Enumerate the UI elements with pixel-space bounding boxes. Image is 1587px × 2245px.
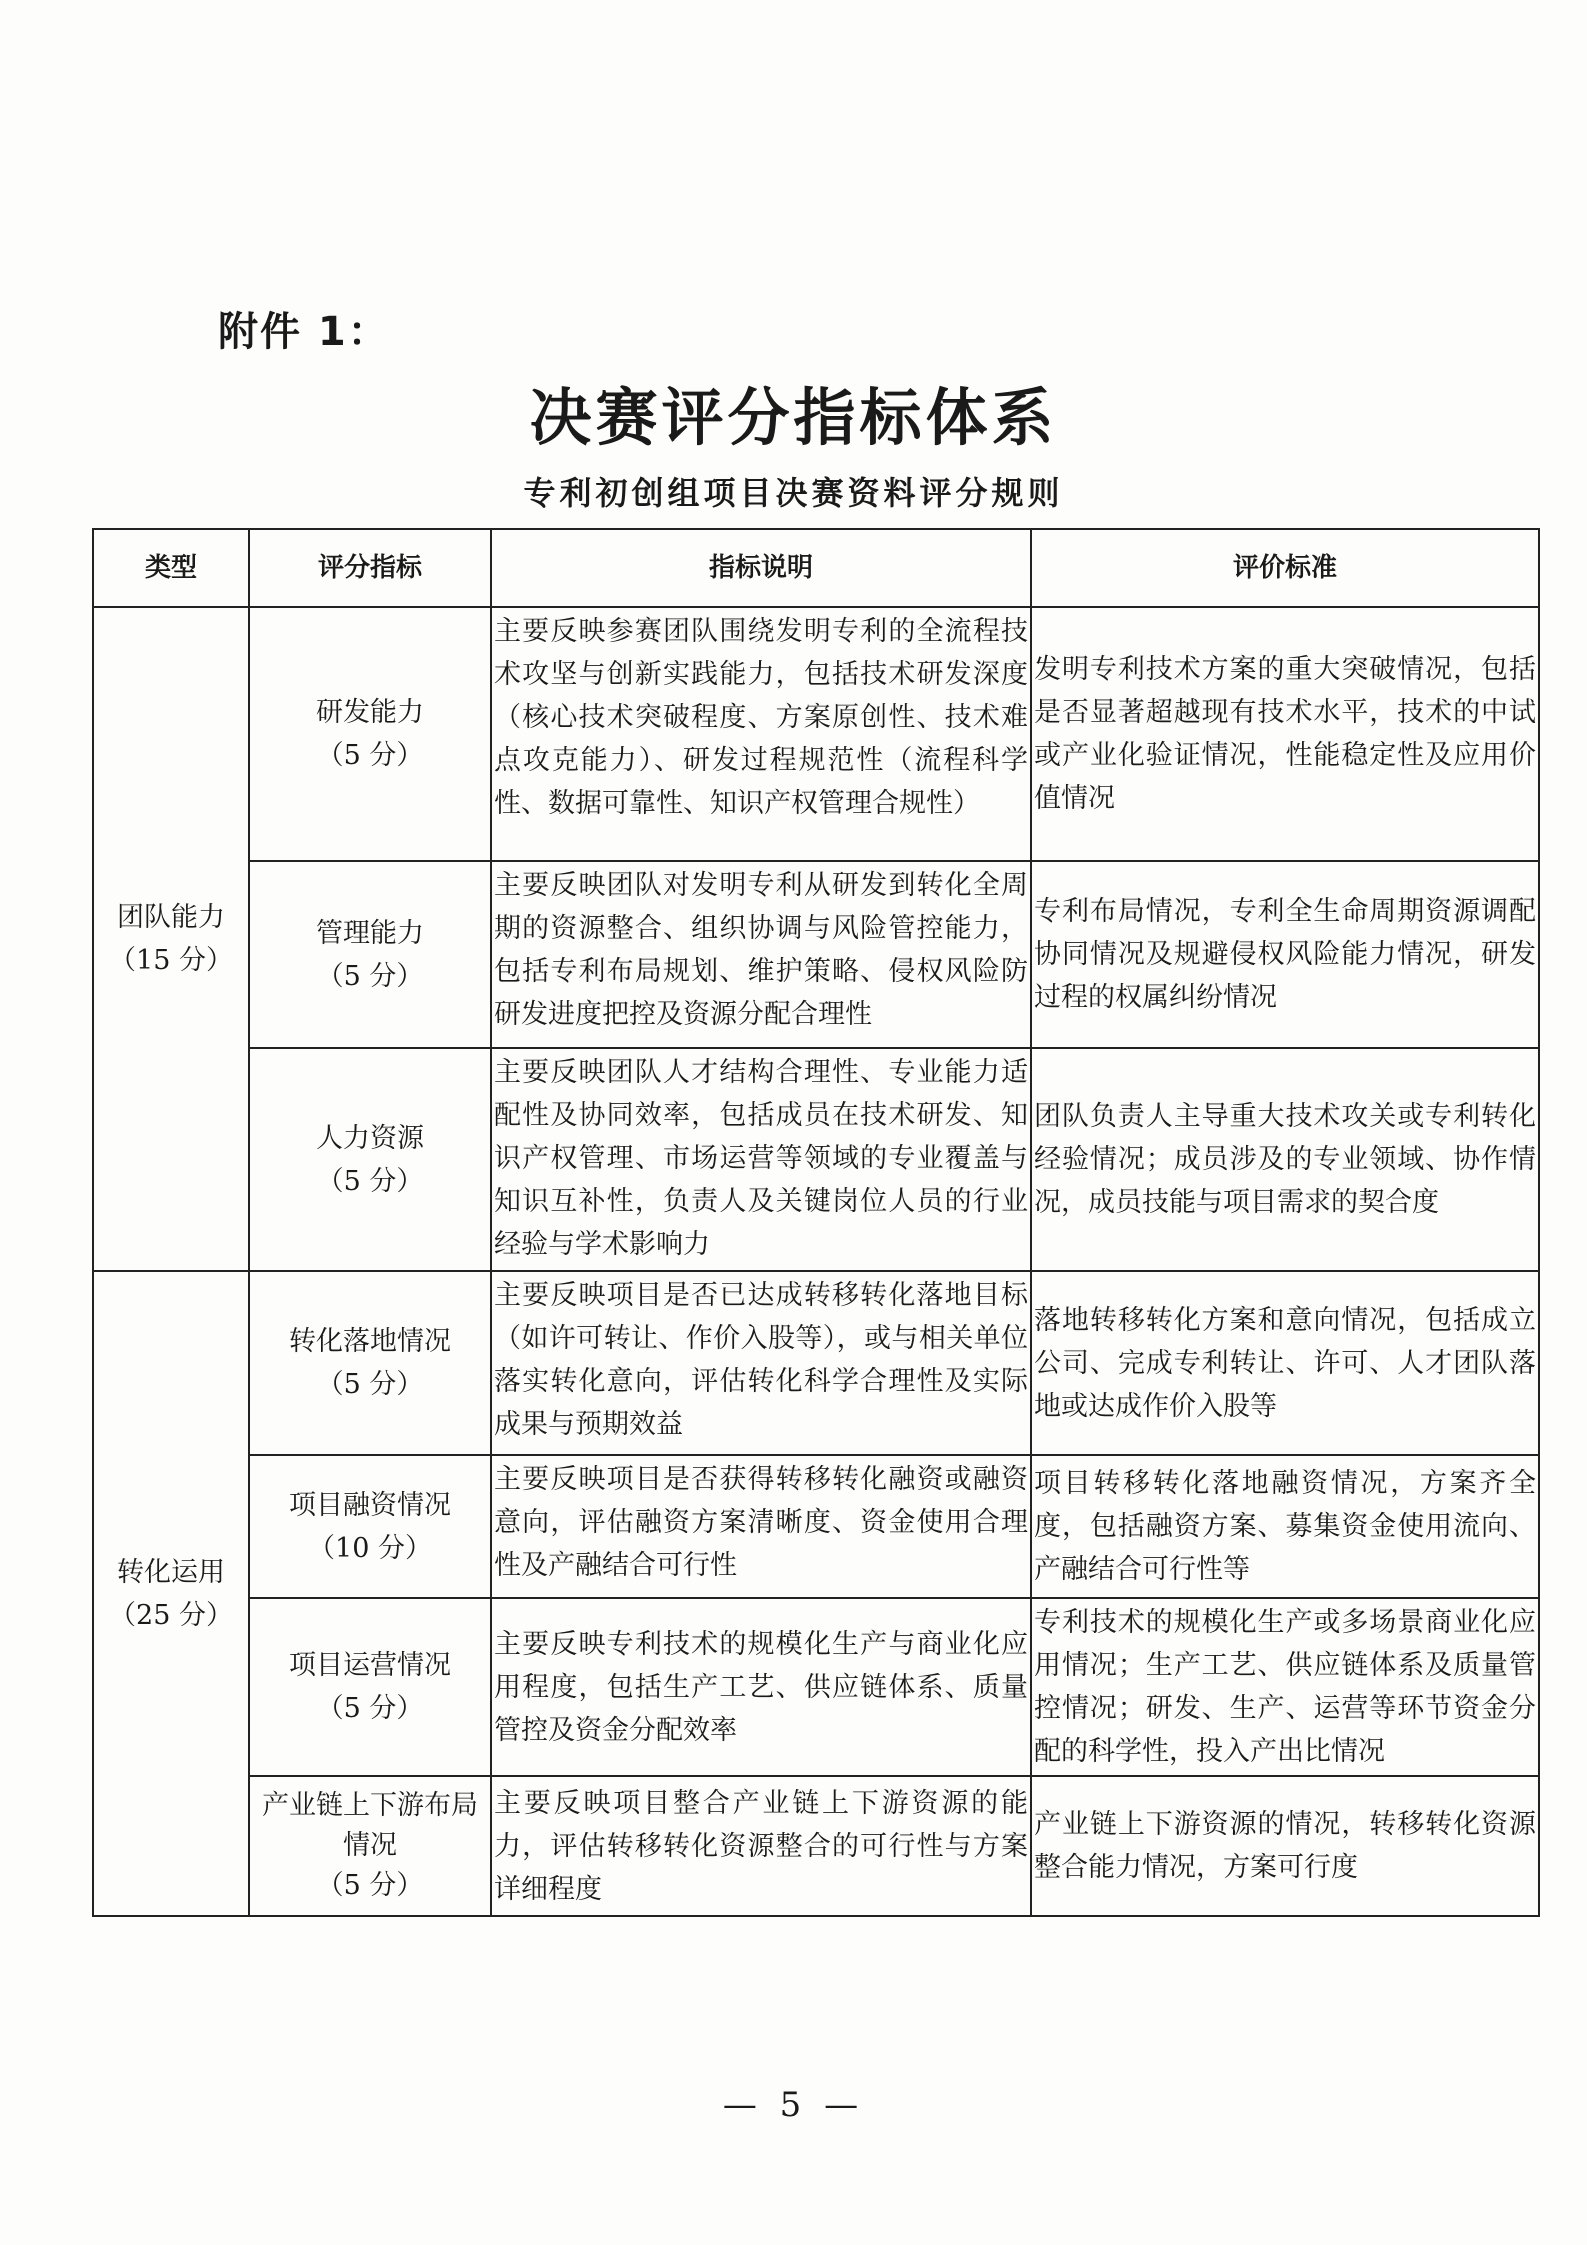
description-cell: 主要反映团队对发明专利从研发到转化全周期的资源整合、组织协调与风险管控能力，包括专利布局规划、维护策略、侵权风险防研发进度把控及资源分配合理性 bbox=[491, 861, 1031, 1048]
table-row bbox=[93, 1271, 1539, 1455]
description-cell: 主要反映项目是否获得转移转化融资或融资意向，评估融资方案清晰度、资金使用合理性及产融结合可行性 bbox=[491, 1455, 1031, 1598]
indicator-cell bbox=[249, 1455, 491, 1598]
description-cell: 主要反映团队人才结构合理性、专业能力适配性及协同效率，包括成员在技术研发、知识产权管理、市场运营等领域的专业覆盖与知识互补性，负责人及关键岗位人员的行业经验与学术影响力 bbox=[491, 1048, 1031, 1271]
table-row bbox=[93, 1455, 1539, 1598]
header-description: 指标说明 bbox=[491, 529, 1031, 607]
indicator-points: （5 分） bbox=[316, 1693, 424, 1724]
description-cell: 主要反映项目整合产业链上下游资源的能力，评估转移转化资源整合的可行性与方案详细程度 bbox=[491, 1776, 1031, 1916]
table-row bbox=[93, 1598, 1539, 1776]
criteria-cell: 产业链上下游资源的情况，转移转化资源整合能力情况，方案可行度 bbox=[1031, 1776, 1539, 1916]
table-row bbox=[93, 1776, 1539, 1916]
indicator-points: （5 分） bbox=[316, 960, 424, 992]
type-label: 团队能力 bbox=[117, 902, 225, 933]
indicator-cell bbox=[249, 1776, 491, 1916]
indicator-label: 产业链上下游布局情况 bbox=[262, 1790, 478, 1861]
indicator-points: （10 分） bbox=[308, 1532, 432, 1564]
table-row bbox=[93, 861, 1539, 1048]
type-score: （25 分） bbox=[109, 1599, 233, 1631]
scoring-table bbox=[92, 528, 1540, 1917]
type-cell-team bbox=[93, 607, 249, 1271]
table-row bbox=[93, 607, 1539, 861]
page-number: — 5 — bbox=[722, 2085, 865, 2125]
document-title: 决赛评分指标体系 bbox=[529, 381, 1058, 454]
criteria-cell: 发明专利技术方案的重大突破情况，包括是否显著超越现有技术水平，技术的中试或产业化验证情况，性能稳定性及应用价值情况 bbox=[1031, 607, 1539, 861]
indicator-label: 人力资源 bbox=[316, 1122, 424, 1154]
indicator-label: 管理能力 bbox=[316, 917, 424, 949]
description-cell: 主要反映专利技术的规模化生产与商业化应用程度，包括生产工艺、供应链体系、质量管控及资金分配效率 bbox=[491, 1598, 1031, 1776]
description-cell: 主要反映项目是否已达成转移转化落地目标（如许可转让、作价入股等），或与相关单位落实转化意向，评估转化科学合理性及实际成果与预期效益 bbox=[491, 1271, 1031, 1455]
type-label: 转化运用 bbox=[117, 1556, 225, 1588]
indicator-points: （5 分） bbox=[316, 740, 424, 771]
indicator-points: （5 分） bbox=[316, 1165, 424, 1197]
header-criteria: 评价标准 bbox=[1031, 529, 1539, 607]
indicator-label: 项目融资情况 bbox=[289, 1489, 451, 1521]
document-subtitle: 专利初创组项目决赛资料评分规则 bbox=[523, 474, 1064, 512]
header-type: 类型 bbox=[93, 529, 249, 607]
indicator-cell bbox=[249, 861, 491, 1048]
indicator-label: 转化落地情况 bbox=[289, 1326, 451, 1357]
description-cell: 主要反映参赛团队围绕发明专利的全流程技术攻坚与创新实践能力，包括技术研发深度（核心技术突破程度、方案原创性、技术难点攻克能力）、研发过程规范性（流程科学性、数据可靠性、知识产权管理合规性） bbox=[491, 607, 1031, 861]
indicator-label: 研发能力 bbox=[316, 697, 424, 728]
criteria-cell: 专利技术的规模化生产或多场景商业化应用情况；生产工艺、供应链体系及质量管控情况；研发、生产、运营等环节资金分配的科学性，投入产出比情况 bbox=[1031, 1598, 1539, 1776]
indicator-points: （5 分） bbox=[316, 1369, 424, 1400]
indicator-cell bbox=[249, 1271, 491, 1455]
criteria-cell: 项目转移转化落地融资情况，方案齐全度，包括融资方案、募集资金使用流向、产融结合可行性等 bbox=[1031, 1455, 1539, 1598]
criteria-cell: 专利布局情况，专利全生命周期资源调配协同情况及规避侵权风险能力情况，研发过程的权属纠纷情况 bbox=[1031, 861, 1539, 1048]
indicator-cell bbox=[249, 607, 491, 861]
type-score: （15 分） bbox=[109, 945, 233, 976]
indicator-label: 项目运营情况 bbox=[289, 1650, 451, 1681]
table-row bbox=[93, 1048, 1539, 1271]
indicator-cell bbox=[249, 1598, 491, 1776]
table-header-row bbox=[93, 529, 1539, 607]
header-indicator: 评分指标 bbox=[249, 529, 491, 607]
attachment-label: 附件 1： bbox=[218, 309, 390, 355]
criteria-cell: 落地转移转化方案和意向情况，包括成立公司、完成专利转让、许可、人才团队落地或达成作价入股等 bbox=[1031, 1271, 1539, 1455]
indicator-points: （5 分） bbox=[316, 1870, 424, 1901]
criteria-cell: 团队负责人主导重大技术攻关或专利转化经验情况；成员涉及的专业领域、协作情况，成员技能与项目需求的契合度 bbox=[1031, 1048, 1539, 1271]
type-cell-transfer bbox=[93, 1271, 249, 1916]
indicator-cell bbox=[249, 1048, 491, 1271]
